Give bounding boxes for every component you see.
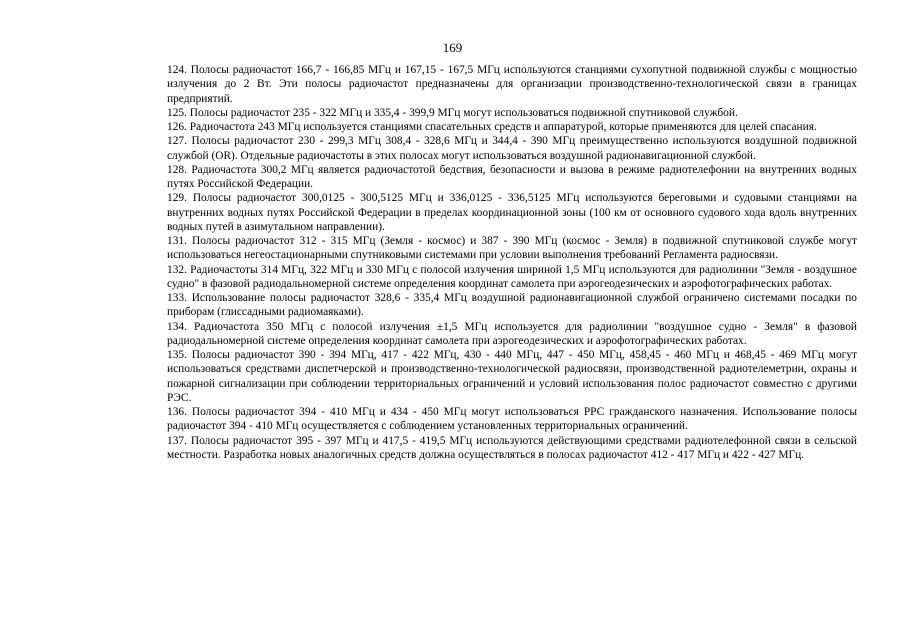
page-number: 169 (442, 40, 463, 55)
paragraph-131: 131. Полосы радиочастот 312 - 315 МГц (Земля - космос) и 387 - 390 МГц (космос - Земля) в подвижной спутниковой службе могут использоваться негеостационарными спутниковыми системами при условии выполнения требований Регламента радиосвязи. (167, 235, 857, 262)
paragraph-137: 137. Полосы радиочастот 395 - 397 МГц и 417,5 - 419,5 МГц используются действующими средствами радиотелефонной связи в сельской местности. Разработка новых аналогичных средств должна осуществляться в полосах радиочастот 412 - 417 МГц и 422 - 427 МГц. (167, 434, 857, 461)
paragraph-127: 127. Полосы радиочастот 230 - 299,3 МГц 308,4 - 328,6 МГц и 344,4 - 390 МГц преимущественно используются воздушной подвижной службой (OR). Отдельные радиочастоты в этих полосах могут использоваться воздушной радионавигационной службой. (167, 135, 857, 162)
paragraph-126: 126. Радиочастота 243 МГц используется станциями спасательных средств и аппаратурой, которые применяются для целей спасания. (167, 121, 817, 133)
paragraph-129: 129. Полосы радиочастот 300,0125 - 300,5125 МГц и 336,0125 - 336,5125 МГц используются береговыми и судовыми станциями на внутренних водных путях Российской Федерации в пределах координационной зоны (100 км от основного судового хода вдоль внутренних водных путей в азимутальном направлении). (167, 192, 857, 233)
paragraph-136: 136. Полосы радиочастот 394 - 410 МГц и 434 - 450 МГц могут использоваться РРС гражданского назначения. Использование полосы радиочастот 394 - 410 МГц осуществляется с соблюдением установленных территориальных ограничений. (167, 406, 857, 433)
paragraph-125: 125. Полосы радиочастот 235 - 322 МГц и 335,4 - 399,9 МГц могут использоваться подвижной спутниковой службой. (167, 106, 738, 119)
paragraph-128: 128. Радиочастота 300,2 МГц является радиочастотой бедствия, безопасности и вызова в режиме радиотелефонии на внутренних водных путях Российской Федерации. (167, 163, 857, 190)
paragraph-133: 133. Использование полосы радиочастот 328,6 - 335,4 МГц воздушной радионавигационной службой ограничено системами посадки по приборам (глиссадными радиомаяками). (167, 292, 857, 319)
paragraph-135: 135. Полосы радиочастот 390 - 394 МГц, 417 - 422 МГц, 430 - 440 МГц, 447 - 450 МГц, 458,45 - 460 МГц и 468,45 - 469 МГц могут использоваться средствами диспетчерской и производственно-технологической радиосвязи, производственной радиотелеметрии, охраны и пожарной сигнализации при соблюдении территориальных ограничений и условий использования полос радиочастот совместно с другими РЭС. (167, 349, 857, 404)
paragraph-124: 124. Полосы радиочастот 166,7 - 166,85 МГц и 167,15 - 167,5 МГц используются станциями сухопутной подвижной службы с мощностью излучения до 2 Вт. Эти полосы радиочастот предназначены для организации производственно-технологической связи в границах предприятий. (167, 64, 857, 105)
paragraph-132: 132. Радиочастоты 314 МГц, 322 МГц и 330 МГц с полосой излучения шириной 1,5 МГц используются для радиолинии "Земля - воздушное судно" в фазовой радиодальномерной системе определения координат самолета при аэрогеодезических и аэрофотографических работах. (167, 263, 857, 290)
document-body (167, 63, 857, 462)
paragraph-134: 134. Радиочастота 350 МГц с полосой излучения ±1,5 МГц используется для радиолинии "воздушное судно - Земля" в фазовой радиодальномерной системе определения координат самолета при аэрогеодезических и аэрофотографических работах. (167, 320, 857, 347)
